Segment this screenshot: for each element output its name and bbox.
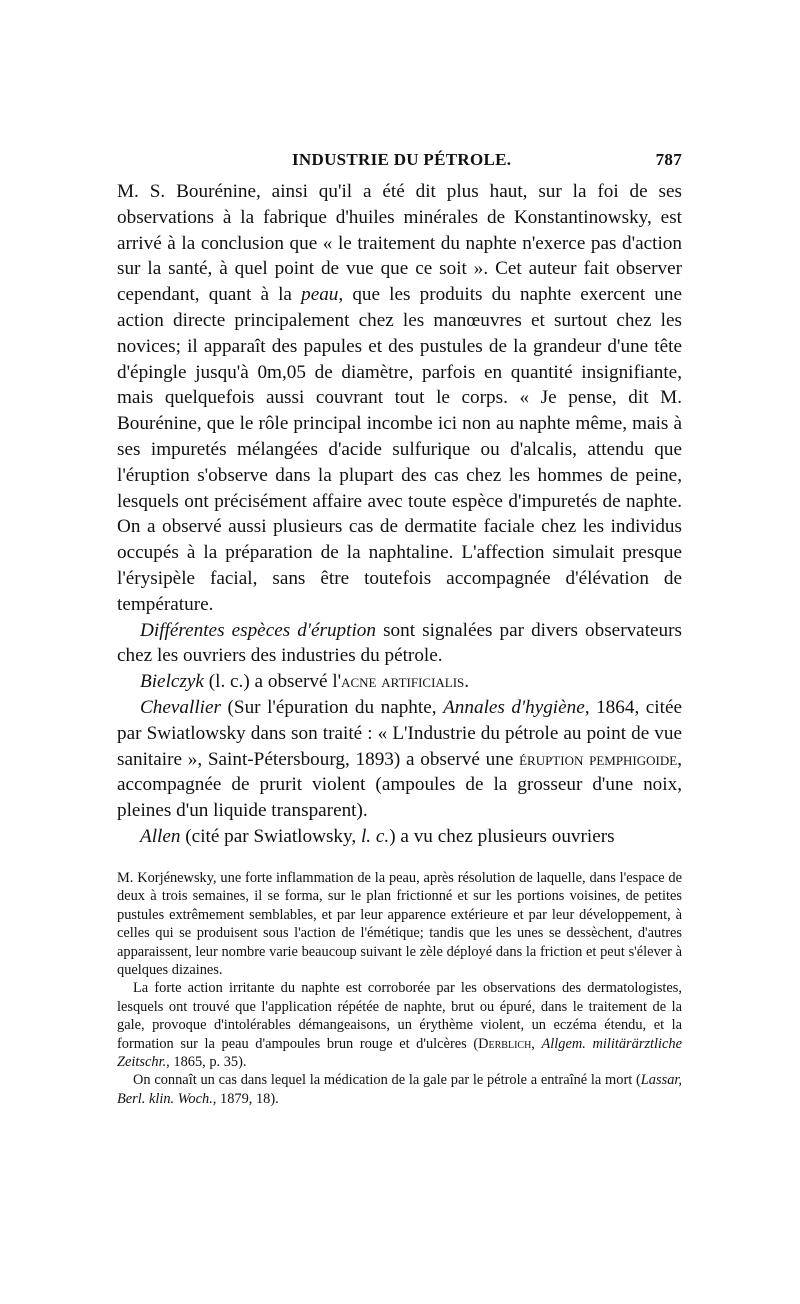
running-header [117, 150, 682, 174]
page-number: 787 [655, 150, 682, 169]
footnote-dermatologists: La forte action irritante du naphte est corroborée par les observations des dermatologistes, lesquels ont trouvé que l'application répétée de naphte, brut ou épuré, dans le traitement de la gale, provoque d'intolérables démangeaisons, un érythème violent, un eczéma étendu, et la formation sur la peau d'ampoules brun rouge et d'ulcères (Derblich, Allgem. militärärztliche Zeitschr., 1865, p. 35). [117, 980, 683, 1071]
running-title: INDUSTRIE DU PÉTROLE. [292, 150, 512, 169]
paragraph-bielczyk: Bielczyk (l. c.) a observé l'acne artificialis. [140, 671, 470, 693]
main-text [117, 179, 682, 850]
paragraph-bourenine: M. S. Bourénine, ainsi qu'il a été dit plus haut, sur la foi de ses observations à la fabrique d'huiles minérales de Konstantinowsky, est arrivé à la conclusion que « le traitement du naphte n'exerce pas d'action sur la santé, à quel point de vue que ce soit ». Cet auteur fait observer cependant, quant à la peau, que les produits du naphte exercent une action directe principalement chez les manœuvres et surtout chez les novices; il apparaît des papules et des pustules de la grandeur d'une tête d'épingle jusqu'à 0m,05 de diamètre, parfois en quantité insignifiante, mais quelquefois aussi couvrant tout le corps. « Je pense, dit M. Bourénine, que le rôle principal incombe ici non au naphte même, mais à ses impuretés mélangées d'acide sulfurique ou d'alcalis, attendu que l'éruption s'observe dans la plupart des cas chez les hommes de peine, lesquels ont précisément affaire avec toute espèce d'impuretés de naphte. On a observé aussi plusieurs cas de dermatite faciale chez les individus occupés à la préparation de la naphtaline. L'affection simulait presque l'érysipèle facial, sans être toutefois accompagnée d'élévation de température. [117, 181, 683, 615]
paragraph-eruptions: Différentes espèces d'éruption sont signalées par divers observateurs chez les ouvriers des industries du pétrole. [117, 619, 683, 667]
footnote-korjenewsky: M. Korjénewsky, une forte inflammation de la peau, après résolution de laquelle, dans l'espace de deux à trois semaines, il se forma, sur le plan frictionné et sur les portions voisines, de petites pustules extrêmement semblables, et par leur apparence extérieure et par leur développement, à celles qui se produisent sous l'action de l'émétique; tandis que les unes se dessèchent, d'autres apparaissent, leur nombre varie beaucoup suivant le zèle déployé dans la friction et peut s'élever à quelques dizaines. [117, 870, 682, 979]
paragraph-allen: Allen (cité par Swiatlowsky, l. c.) a vu chez plusieurs ouvriers [140, 825, 615, 847]
footnotes [117, 869, 682, 1108]
paragraph-chevallier: Chevallier (Sur l'épuration du naphte, Annales d'hygiène, 1864, citée par Swiatlowsky dans son traité : « L'Industrie du pétrole au point de vue sanitaire », Saint-Pétersbourg, 1893) a observé une éruption pemphigoide, accompagnée de prurit violent (ampoules de la grosseur d'une noix, pleines d'un liquide transparent). [117, 696, 682, 822]
footnote-lassar: On connaît un cas dans lequel la médication de la gale par le pétrole a entraîné la mort (Lassar, Berl. klin. Woch., 1879, 18). [117, 1072, 682, 1107]
